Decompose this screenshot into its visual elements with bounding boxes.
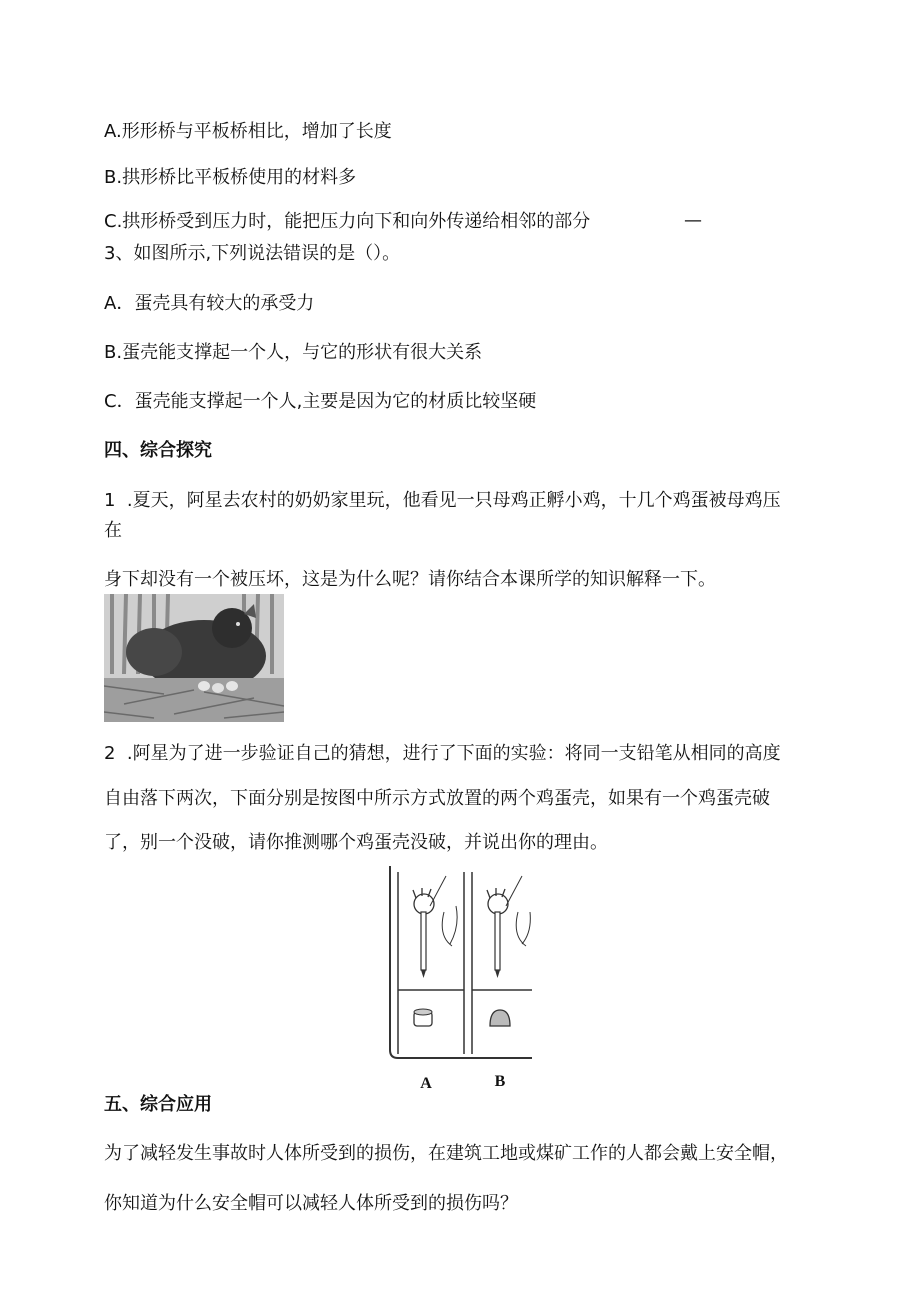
hand-a-icon	[413, 888, 434, 914]
question-3-option-a: A．蛋壳具有较大的承受力	[104, 293, 315, 314]
hand-b-icon	[487, 888, 508, 914]
eggshell-a-icon	[414, 1009, 432, 1026]
dash-mark: —	[684, 210, 702, 231]
question-2-line-3: 了，别一个没破，请你推测哪个鸡蛋壳没破，并说出你的理由。	[104, 832, 608, 853]
section-5-line-2: 你知道为什么安全帽可以减轻人体所受到的损伤吗？	[104, 1193, 518, 1214]
option-a: A.形形桥与平板桥相比，增加了长度	[104, 121, 392, 142]
eggshell-b-icon	[490, 1010, 510, 1026]
question-1-line-3: 身下却没有一个被压坏，这是为什么呢？请你结合本课所学的知识解释一下。	[104, 569, 716, 590]
eggshell-experiment-figure	[386, 866, 532, 1094]
question-3: 3、如图所示,下列说法错误的是（）。	[104, 243, 401, 264]
question-2-line-1: 2 .阿星为了进一步验证自己的猜想，进行了下面的实验：将同一支铅笔从相同的高度	[104, 743, 781, 764]
section-5-line-1: 为了减轻发生事故时人体所受到的损伤，在建筑工地或煤矿工作的人都会戴上安全帽，	[104, 1143, 788, 1164]
option-b: B.拱形桥比平板桥使用的材料多	[104, 167, 357, 188]
figure-label-b: B	[494, 1073, 506, 1090]
section-5-heading: 五、综合应用	[104, 1094, 212, 1115]
question-3-option-b: B.蛋壳能支撑起一个人，与它的形状有很大关系	[104, 342, 483, 363]
hen-nest-photo	[104, 594, 284, 722]
figure-label-a: A	[420, 1075, 432, 1092]
question-1-line-1: 1 .夏天，阿星去农村的奶奶家里玩，他看见一只母鸡正孵小鸡，十几个鸡蛋被母鸡压	[104, 490, 781, 511]
section-4-heading: 四、综合探究	[104, 440, 212, 461]
question-2-line-2: 自由落下两次，下面分别是按图中所示方式放置的两个鸡蛋壳，如果有一个鸡蛋壳破	[104, 788, 770, 809]
question-3-option-c: C．蛋壳能支撑起一个人,主要是因为它的材质比较坚硬	[104, 391, 537, 412]
question-1-line-2: 在	[104, 520, 122, 541]
option-c: C.拱形桥受到压力时，能把压力向下和向外传递给相邻的部分	[104, 211, 591, 232]
